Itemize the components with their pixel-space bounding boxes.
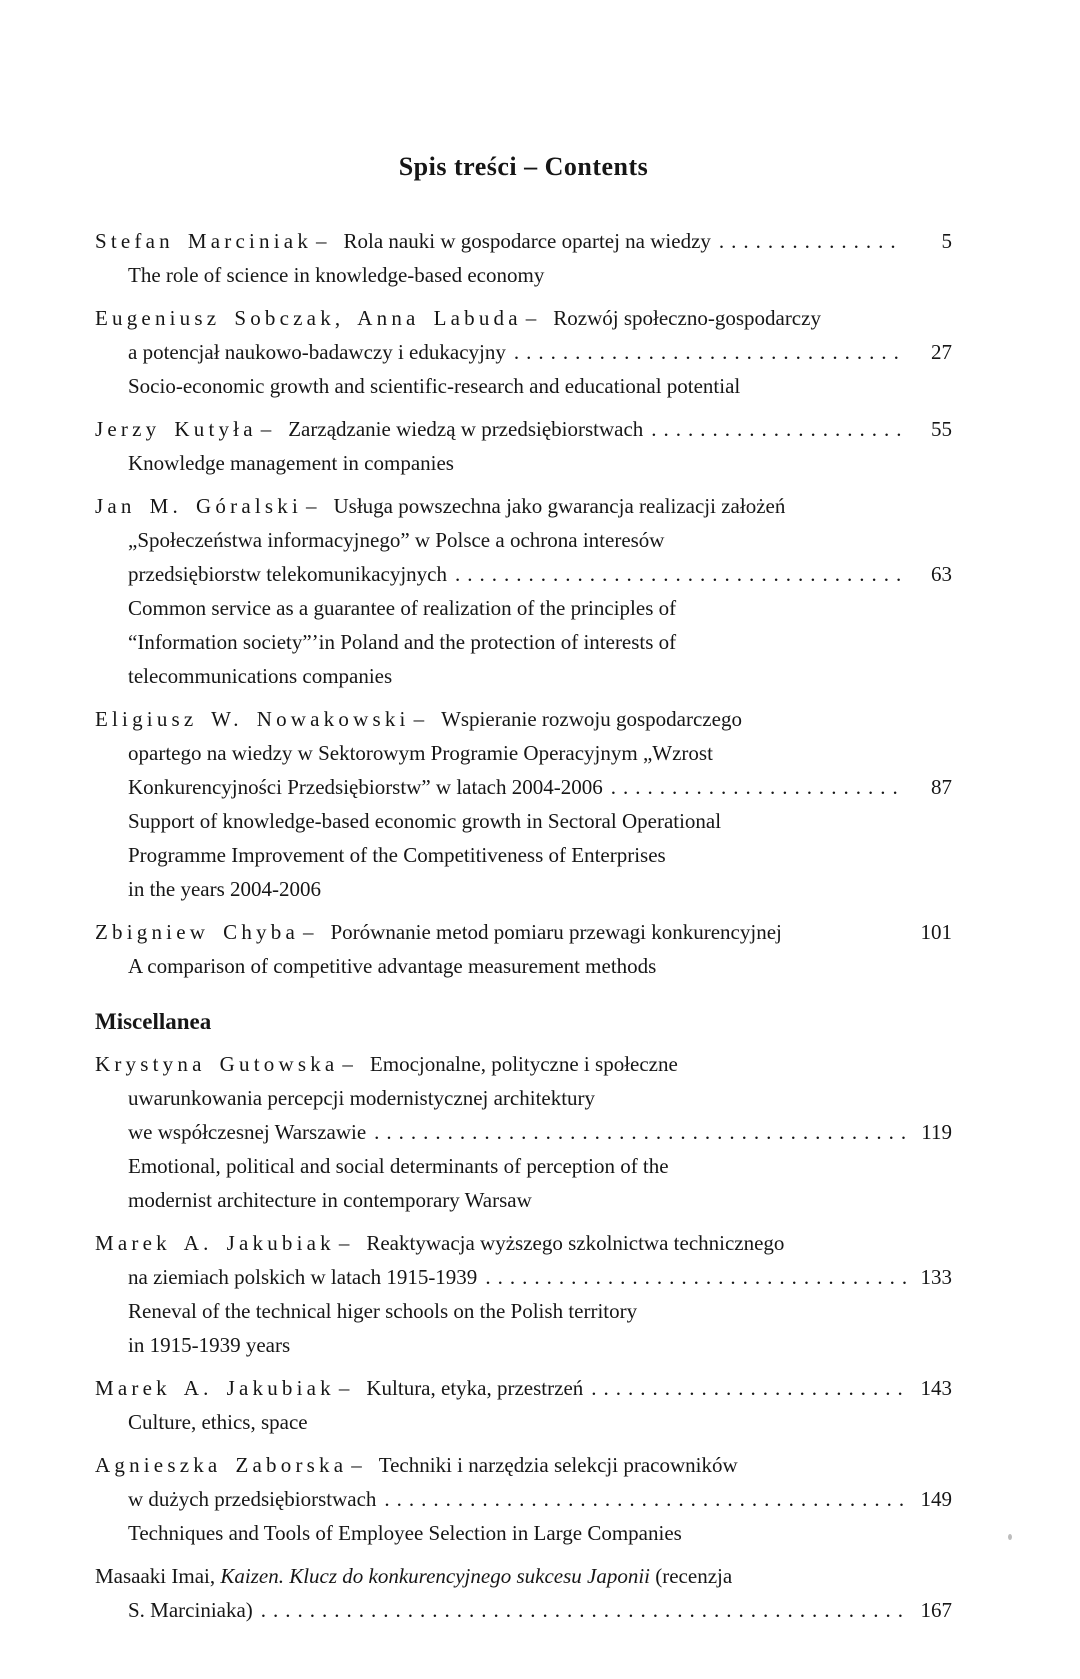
title-segment: w dużych przedsiębiorstwach	[128, 1487, 377, 1511]
entry-line-en: Socio-economic growth and scientific-research and educational potential	[128, 374, 741, 398]
dot-leader: .....................................................	[260, 1598, 911, 1622]
entry-title-text	[128, 557, 447, 591]
entry-line-pl	[95, 1482, 952, 1516]
entry-line-en: “Information society”’in Poland and the protection of interests of	[128, 630, 677, 654]
title-segment: Zarządzanie wiedzą w przedsiębiorstwach	[288, 417, 644, 441]
author-dash: –	[316, 229, 327, 253]
entry-line-pl	[95, 1081, 952, 1115]
title-segment: Porównanie metod pomiaru przewagi konkurencyjnej	[330, 920, 782, 944]
entry-title-text	[128, 1115, 366, 1149]
entry-line-pl	[95, 1559, 952, 1593]
title-segment: Rola nauki w gospodarce opartej na wiedzy	[343, 229, 711, 253]
toc-list	[95, 224, 952, 1627]
entry-title-text	[344, 224, 711, 258]
author-dash: –	[338, 1231, 350, 1255]
entry-title-text	[333, 494, 785, 518]
entry-line-en: Techniques and Tools of Employee Selection in Large Companies	[128, 1521, 682, 1545]
author-dash: –	[338, 1376, 350, 1400]
italic-title-segment: Kaizen. Klucz do konkurencyjnego sukcesu Japonii	[220, 1564, 650, 1588]
title-segment: opartego na wiedzy w Sektorowym Programie Operacyjnym „Wzrost	[128, 741, 713, 765]
page-number: 27	[931, 340, 952, 364]
entry-title-text	[366, 1231, 784, 1255]
title-segment: (recenzja	[650, 1564, 733, 1588]
title-segment: Masaaki Imai,	[95, 1564, 221, 1588]
entry-line-pl	[95, 1047, 952, 1081]
entry-line-en: in the years 2004-2006	[128, 877, 322, 901]
entry-line-pl	[95, 1260, 952, 1294]
entry-title-text	[379, 1453, 738, 1477]
entry-line-pl	[95, 702, 952, 736]
title-segment: a potencjał naukowo-badawczy i edukacyjny	[128, 340, 506, 364]
page-number: 149	[920, 1487, 952, 1511]
dot-leader: ..........................	[591, 1376, 910, 1400]
toc-entry	[95, 489, 952, 693]
entry-line-en: Culture, ethics, space	[128, 1410, 308, 1434]
entry-line-pl	[95, 736, 952, 770]
entry-title-text	[128, 741, 713, 765]
title-segment: Reaktywacja wyższego szkolnictwa technicznego	[366, 1231, 785, 1255]
toc-entry	[95, 1371, 952, 1439]
entry-title-text	[95, 1564, 732, 1588]
page-number: 55	[931, 417, 952, 441]
entry-line-en: The role of science in knowledge-based economy	[128, 263, 545, 287]
title-segment: Wspieranie rozwoju gospodarczego	[441, 707, 742, 731]
entry-line-pl	[95, 335, 952, 369]
dot-leader: ...............	[718, 229, 903, 253]
author-dash: –	[260, 417, 272, 441]
entry-line-pl	[95, 224, 952, 258]
entry-line-pl	[95, 1115, 952, 1149]
entry-line-pl	[95, 1448, 952, 1482]
toc-entry	[95, 412, 952, 480]
entry-title-text	[330, 915, 781, 949]
title-segment: Emocjonalne, polityczne i społeczne	[369, 1052, 678, 1076]
toc-entry	[95, 1559, 952, 1627]
entry-title-text	[128, 528, 664, 552]
entry-line-pl	[95, 1371, 952, 1405]
entry-line-en: A comparison of competitive advantage measurement methods	[128, 954, 657, 978]
entry-title-text	[128, 1482, 376, 1516]
entry-line-pl	[95, 523, 952, 557]
entry-title-text	[366, 1371, 583, 1405]
title-segment: we współczesnej Warszawie	[128, 1120, 367, 1144]
entry-title-text	[288, 412, 643, 446]
entry-line-en: Common service as a guarantee of realization of the principles of	[128, 596, 677, 620]
entry-title-text	[128, 1593, 253, 1627]
author-name: Marek A. Jakubiak	[95, 1231, 335, 1255]
entry-line-pl	[95, 1226, 952, 1260]
entry-line-pl	[95, 412, 952, 446]
toc-entry	[95, 1448, 952, 1550]
entry-line-en: telecommunications companies	[128, 664, 393, 688]
section-heading: Miscellanea	[95, 1009, 212, 1034]
entry-line-en: Programme Improvement of the Competitiveness of Enterprises	[128, 843, 666, 867]
entry-title-text	[128, 770, 603, 804]
entry-title-text	[128, 1260, 477, 1294]
toc-entry	[95, 915, 952, 983]
entry-title-text	[553, 306, 821, 330]
title-segment: uwarunkowania percepcji modernistycznej architektury	[128, 1086, 596, 1110]
title-segment: Techniki i narzędzia selekcji pracowników	[378, 1453, 738, 1477]
author-name: Marek A. Jakubiak	[95, 1376, 335, 1400]
author-name: Zbigniew Chyba	[95, 920, 299, 944]
author-name: Eligiusz W. Nowakowski	[95, 707, 410, 731]
dot-leader: ............................................	[374, 1120, 914, 1144]
author-dash: –	[302, 920, 314, 944]
author-name: Jan M. Góralski	[95, 494, 302, 518]
page-number: 63	[931, 562, 952, 586]
author-dash: –	[342, 1052, 353, 1076]
title-segment: Usługa powszechna jako gwarancja realizacji założeń	[333, 494, 786, 518]
entry-line-en: Reneval of the technical higer schools on the Polish territory	[128, 1299, 638, 1323]
dot-leader: .....................	[651, 417, 909, 441]
toc-entry	[95, 301, 952, 403]
title-segment: Konkurencyjności Przedsiębiorstw” w latach 2004-2006	[128, 775, 603, 799]
title-segment: przedsiębiorstw telekomunikacyjnych	[128, 562, 447, 586]
entry-title-text	[128, 335, 506, 369]
scan-speck	[1008, 1534, 1012, 1540]
entry-line-en: modernist architecture in contemporary Warsaw	[128, 1188, 532, 1212]
entry-line-pl	[95, 1593, 952, 1627]
title-segment: „Społeczeństwa informacyjnego” w Polsce a ochrona interesów	[128, 528, 665, 552]
page-title: Spis treści – Contents	[398, 152, 649, 181]
page-number: 87	[931, 775, 952, 799]
entry-line-en: Support of knowledge-based economic growth in Sectoral Operational	[128, 809, 722, 833]
dot-leader: ...........................................	[384, 1487, 912, 1511]
toc-entry	[95, 702, 952, 906]
entry-line-pl	[95, 915, 952, 949]
toc-entry	[95, 224, 952, 292]
author-dash: –	[305, 494, 317, 518]
author-name: Eugeniusz Sobczak, Anna Labuda	[95, 306, 522, 330]
author-name: Jerzy Kutyła	[95, 417, 257, 441]
author-name: Agnieszka Zaborska	[95, 1453, 348, 1477]
dot-leader: ................................	[513, 340, 906, 364]
page-number: 167	[920, 1598, 952, 1622]
page-number: 119	[921, 1120, 952, 1144]
page-number: 101	[920, 920, 952, 944]
entry-line-pl	[95, 770, 952, 804]
entry-line-pl	[95, 301, 952, 335]
page-number: 143	[920, 1376, 952, 1400]
dot-leader: .....................................	[455, 562, 909, 586]
entry-line-en: Emotional, political and social determinants of perception of the	[128, 1154, 669, 1178]
title-segment: Rozwój społeczno-gospodarczy	[553, 306, 821, 330]
entry-title-text	[128, 1086, 595, 1110]
entry-title-text	[370, 1052, 678, 1076]
toc-entry	[95, 1047, 952, 1217]
author-dash: –	[413, 707, 425, 731]
author-name: Stefan Marciniak	[95, 229, 313, 253]
toc-entry	[95, 1226, 952, 1362]
title-segment: na ziemiach polskich w latach 1915-1939	[128, 1265, 478, 1289]
entry-line-en: Knowledge management in companies	[128, 451, 454, 475]
author-dash: –	[525, 306, 537, 330]
entry-line-pl	[95, 557, 952, 591]
page-number: 5	[941, 229, 952, 253]
entry-title-text	[441, 707, 742, 731]
author-name: Krystyna Gutowska	[95, 1052, 339, 1076]
dot-leader: ...................................	[485, 1265, 915, 1289]
dot-leader: ........................	[610, 775, 905, 799]
author-dash: –	[351, 1453, 362, 1477]
entry-line-en: in 1915-1939 years	[128, 1333, 291, 1357]
title-segment: Kultura, etyka, przestrzeń	[366, 1376, 584, 1400]
page-number: 133	[920, 1265, 952, 1289]
entry-line-pl	[95, 489, 952, 523]
title-segment: S. Marciniaka)	[128, 1598, 253, 1622]
